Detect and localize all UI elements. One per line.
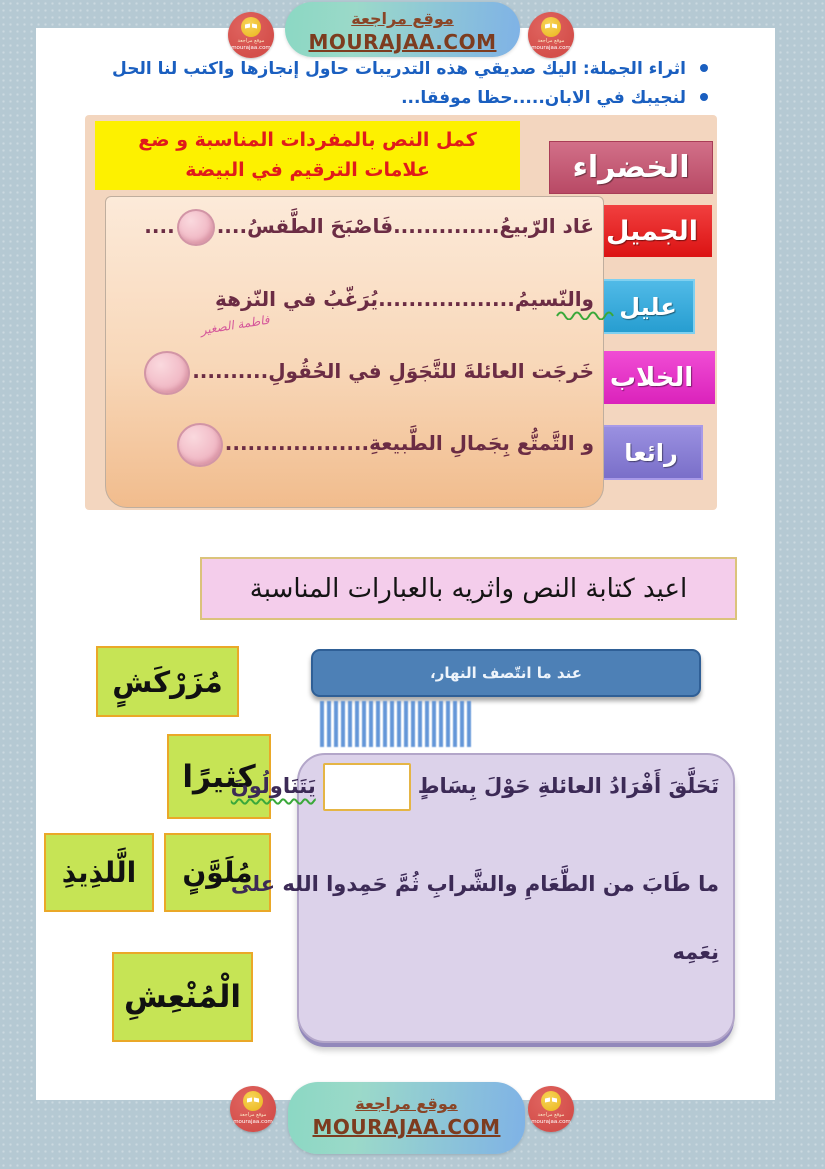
- sentence-3-text: خَرجَت العائلةَ للتَّجَوَلِ في الحُقُولِ: [268, 359, 594, 383]
- sentence-line-4: [112, 420, 594, 467]
- badge-site-url: mourajaa.com: [531, 1119, 571, 1125]
- paragraph-1-text-end: يَتَنَاولُونَ: [230, 774, 316, 798]
- site-name-arabic-link[interactable]: موقع مراجعة: [351, 9, 454, 28]
- bullet-dot-icon: [700, 93, 708, 101]
- intro-bullets: [60, 55, 708, 113]
- word-label-khadra[interactable]: الخضراء: [549, 141, 713, 194]
- word-bank-chip-kathiran[interactable]: كثيرًا: [167, 734, 271, 819]
- punctuation-egg-circle[interactable]: [144, 351, 190, 395]
- mourajaa-badge-left: [228, 12, 274, 58]
- exercise2-instruction: اعيد كتابة النص واثريه بالعبارات المناسبة: [200, 557, 737, 620]
- intro-bullet-2-text: لنجيبك في الابان.....حظا موفقا...: [401, 88, 686, 108]
- word-label-alil[interactable]: عليل: [601, 279, 695, 334]
- mourajaa-badge-right: [528, 12, 574, 58]
- badge-site-name: موقع مراجعة: [239, 1112, 267, 1118]
- fill-blank-dots[interactable]: ...................: [224, 431, 370, 455]
- header-brand-pill: [285, 2, 520, 57]
- badge-site-url: mourajaa.com: [231, 45, 271, 51]
- badge-site-name: موقع مراجعة: [537, 38, 565, 44]
- paragraph-line-1: [230, 761, 719, 811]
- sentence-2-text: والنّسيمُ: [514, 287, 594, 311]
- time-header-bar: عند ما انتّصف النهار،: [311, 649, 701, 697]
- fill-blank-dots[interactable]: ....: [144, 214, 175, 238]
- book-logo-icon: [541, 1091, 561, 1111]
- paragraph-line-3: نِعَمِه: [672, 940, 719, 964]
- punctuation-egg-circle[interactable]: [177, 209, 215, 246]
- exercise2-paragraph-box: [230, 753, 735, 1043]
- fill-blank-box[interactable]: [323, 763, 411, 811]
- book-logo-icon: [241, 17, 261, 37]
- intro-bullet-2: [60, 84, 708, 113]
- word-label-khallab[interactable]: الخلاب: [588, 351, 715, 404]
- handwritten-note: فاطمة الصغير: [199, 312, 271, 338]
- sentence-1-text: عَاد الرّبيعُ: [499, 214, 594, 238]
- book-logo-icon: [541, 17, 561, 37]
- green-squiggle-underline: [556, 311, 614, 320]
- word-label-jamil[interactable]: الجميل: [592, 205, 712, 257]
- fill-blank-dots[interactable]: ..........: [192, 359, 269, 383]
- footer-brand-pill: [288, 1082, 525, 1154]
- intro-bullet-1-text: اثراء الجملة: اليك صديقي هذه التدريبات حاول إنجازها واكتب لنا الحل: [112, 59, 686, 79]
- badge-site-url: mourajaa.com: [531, 45, 571, 51]
- fill-blank-dots[interactable]: ..............: [393, 214, 500, 238]
- sentence-1-text-mid: فَاصْبَحَ الطَّقسُ: [247, 214, 394, 238]
- site-name-arabic-link[interactable]: موقع مراجعة: [355, 1094, 458, 1113]
- sentence-line-1: [112, 203, 594, 249]
- mourajaa-badge-right: [528, 1086, 574, 1132]
- paragraph-1-text: تَحَلَّقَ أَفْرَادُ العائلةِ حَوْلَ بِسَاطٍ: [417, 774, 719, 798]
- badge-site-name: موقع مراجعة: [537, 1112, 565, 1118]
- sentence-line-3: [112, 348, 594, 395]
- word-bank-chip-almunish[interactable]: الْمُنْعِشِ: [112, 952, 253, 1042]
- exercise1-instruction: كمل النص بالمفردات المناسبة و ضع علامات الترقيم في البيضة: [95, 121, 520, 190]
- paragraph-line-2: ما طَابَ من الطَّعَامِ والشَّرابِ ثُمَّ حَمِدوا الله على: [230, 872, 719, 896]
- pixelated-watermark: [320, 701, 472, 747]
- book-logo-icon: [243, 1091, 263, 1111]
- sentence-2-text-end: يُرَغّبُ في النّزهةِ: [215, 287, 379, 311]
- fill-blank-dots[interactable]: ....: [216, 214, 248, 238]
- site-url-link[interactable]: MOURAJAA.COM: [312, 1115, 501, 1139]
- intro-bullet-1: [60, 55, 708, 84]
- word-bank-chip-mulawwan[interactable]: مُلَوَّنٍ: [164, 833, 271, 912]
- bullet-dot-icon: [700, 64, 708, 72]
- sentence-line-2: [112, 276, 594, 322]
- site-url-link[interactable]: MOURAJAA.COM: [308, 30, 497, 54]
- word-label-raia[interactable]: رائعا: [599, 425, 703, 480]
- sentence-4-text: و التَّمتُّع بِجَمالِ الطَّبيعةِ: [369, 431, 594, 455]
- badge-site-name: موقع مراجعة: [237, 38, 265, 44]
- fill-blank-dots[interactable]: ..................: [378, 287, 515, 311]
- word-bank-chip-muzarkash[interactable]: مُزَرْكَشٍ: [96, 646, 239, 717]
- punctuation-egg-circle[interactable]: [177, 423, 223, 467]
- word-bank-chip-allathith[interactable]: الَّلذِيذِ: [44, 833, 154, 912]
- badge-site-url: mourajaa.com: [233, 1119, 273, 1125]
- mourajaa-badge-left: [230, 1086, 276, 1132]
